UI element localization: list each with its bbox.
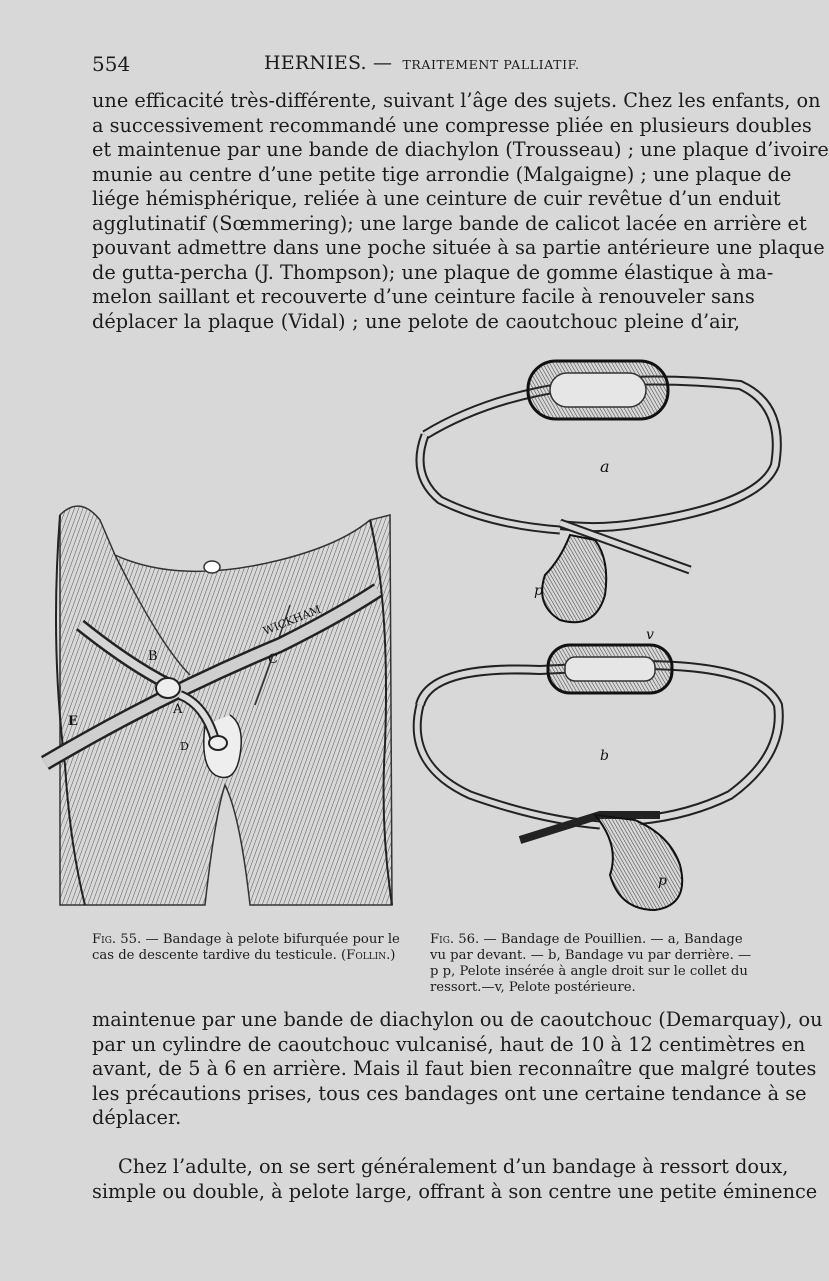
text-line: et maintenue par une bande de diachylon (Trousseau) ; une plaque d’ivoire	[92, 138, 829, 161]
caption-label: Fig. 55.	[92, 932, 142, 947]
figure-56b-illustration	[417, 627, 779, 910]
label-p-bottom: p	[658, 873, 667, 889]
label-B: B	[148, 649, 158, 664]
caption-text: — Bandage à pelote bifurquée pour le cas de descente tardive du testicule.	[92, 932, 400, 963]
paragraph-top	[92, 89, 829, 334]
running-title	[264, 52, 580, 74]
text-line: liége hémisphérique, reliée à une ceinture de cuir revêtue d’un enduit	[92, 187, 781, 210]
paragraph-bottom	[92, 1155, 818, 1204]
caption-fig-55	[92, 932, 410, 964]
label-a: a	[600, 457, 610, 476]
band-inscription: WICKHAM	[261, 602, 323, 638]
label-b: b	[600, 748, 609, 764]
text-line: pouvant admettre dans une poche située à sa partie antérieure une plaque	[92, 236, 825, 259]
page-number: 554	[92, 52, 131, 76]
text-line: melon saillant et recouverte d’une ceinture facile à renouveler sans	[92, 285, 755, 308]
figure-56a-illustration	[420, 361, 777, 622]
text-line: Chez l’adulte, on se sert généralement d’un bandage à ressort doux,	[118, 1155, 789, 1178]
label-p-top: p	[534, 583, 543, 599]
figures	[40, 345, 780, 930]
caption-label: Fig. 56.	[430, 932, 480, 947]
label-v: v	[646, 627, 654, 643]
text-line: de gutta-percha (J. Thompson); une plaque de gomme élastique à ma-	[92, 260, 774, 284]
label-C: C	[268, 652, 278, 667]
label-A: A	[173, 702, 183, 717]
section-subtitle: TRAITEMENT PALLIATIF.	[402, 57, 580, 72]
text-line: les précautions prises, tous ces bandages ont une certaine tendance à se	[92, 1081, 807, 1105]
figure-captions	[92, 932, 752, 1007]
text-line: avant, de 5 à 6 en arrière. Mais il faut bien reconnaître que malgré toutes	[92, 1057, 817, 1080]
label-E: E	[68, 714, 78, 729]
caption-fig-56	[430, 932, 752, 996]
title-dash: —	[372, 52, 393, 74]
text-line: déplacer.	[92, 1106, 182, 1129]
caption-author: (Follin.)	[341, 948, 396, 963]
text-line: agglutinatif (Sœmmering); une large bande de calicot lacée en arrière et	[92, 211, 807, 235]
text-line: simple ou double, à pelote large, offrant à son centre une petite éminence	[92, 1179, 818, 1203]
text-line: déplacer la plaque (Vidal) ; une pelote de caoutchouc pleine d’air,	[92, 309, 740, 333]
text-line: munie au centre d’une petite tige arrondie (Malgaigne) ; une plaque de	[92, 162, 792, 186]
text-line: a successivement recommandé une compresse pliée en plusieurs doubles	[92, 113, 812, 137]
chapter-title: HERNIES.	[264, 52, 367, 74]
engraving-illustrations	[40, 345, 780, 930]
running-header	[92, 52, 742, 80]
paragraph-middle	[92, 1008, 823, 1131]
figure-55-illustration	[45, 506, 392, 905]
caption-text: — Bandage de Pouillien. — a, Bandage vu par devant. — b, Bandage vu par derrière. — p p, Pelote insérée à angle droit sur le collet du ressort.—v, Pelote postérieure.	[430, 932, 752, 995]
text-line: une efficacité très-différente, suivant l’âge des sujets. Chez les enfants, on	[92, 89, 821, 112]
text-line: maintenue par une bande de diachylon ou de caoutchouc (Demarquay), ou	[92, 1008, 823, 1031]
label-D: D	[180, 740, 189, 753]
text-line: par un cylindre de caoutchouc vulcanisé, haut de 10 à 12 centimètres en	[92, 1032, 806, 1056]
